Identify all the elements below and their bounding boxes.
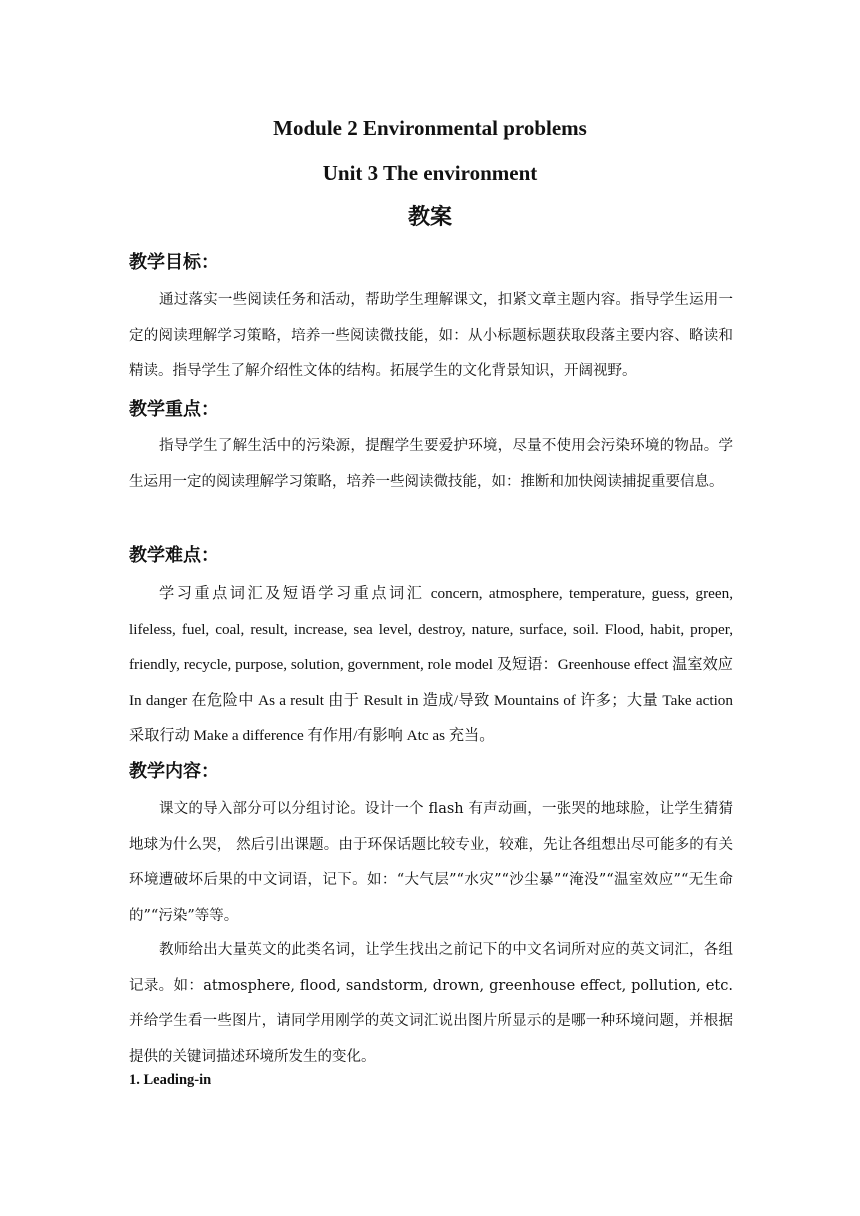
subsection-heading-leading-in: 1. Leading-in [129,1072,212,1088]
paragraph-key-points: 指导学生了解生活中的污染源，提醒学生要爱护环境，尽量不使用会污染环境的物品。学生运用一定的阅读理解学习策略，培养一些阅读微技能，如：推断和加快阅读捕捉重要信息。 [129,438,733,490]
section-heading-difficulties: 教学难点： [129,545,219,566]
section-heading-key-points: 教学重点： [129,399,219,420]
paragraph-content-1: 课文的导入部分可以分组讨论。设计一个 flash 有声动画，一张哭的地球脸，让学生猜猜地球为什么哭， 然后引出课题。由于环保话题比较专业，较难，先让各组想出尽可能多的有关环境遭破坏后果的中文词语，记下。如：“大气层”“水灾”“沙尘暴”“淹没”“温室效应”“无生命的”“污染”等等。 [129,801,733,924]
document-type-label: 教案 [407,205,452,230]
paragraph-content-2: 教师给出大量英文的此类名词，让学生找出之前记下的中文名词所对应的英文词汇，各组记录。如：atmosphere, flood, sandstorm, drown, greenhouse effect, pollution, etc.并给学生看一些图片，请同学用刚学的英文词汇说出图片所显示的是哪一种环境问题，并根据提供的关键词描述环境所发生的变化。 [129,942,733,1065]
section-heading-content: 教学内容： [129,761,219,782]
paragraph-objectives: 通过落实一些阅读任务和活动，帮助学生理解课文，扣紧文章主题内容。指导学生运用一定的阅读理解学习策略，培养一些阅读微技能，如：从小标题标题获取段落主要内容、略读和精读。指导学生了解介绍性文体的结构。拓展学生的文化背景知识，开阔视野。 [129,292,733,379]
document-title: Module 2 Environmental problems [273,116,587,140]
document-subtitle: Unit 3 The environment [322,161,538,185]
section-heading-objectives: 教学目标： [129,252,219,273]
paragraph-difficulties: 学习重点词汇及短语学习重点词汇 concern, atmosphere, temperature, guess, green, lifeless, fuel, coal, result, increase, sea level, destroy, nature, surface, soil. Flood, habit, proper, friendly, recycle, purpose, solution, government, role model 及短语：Greenhouse effect 温室效应 In danger 在危险中 As a result 由于 Result in 造成/导致 Mountains of 许多；大量 Take action 采取行动 Make a difference 有作用/有影响 Atc as 充当。 [129,585,733,744]
